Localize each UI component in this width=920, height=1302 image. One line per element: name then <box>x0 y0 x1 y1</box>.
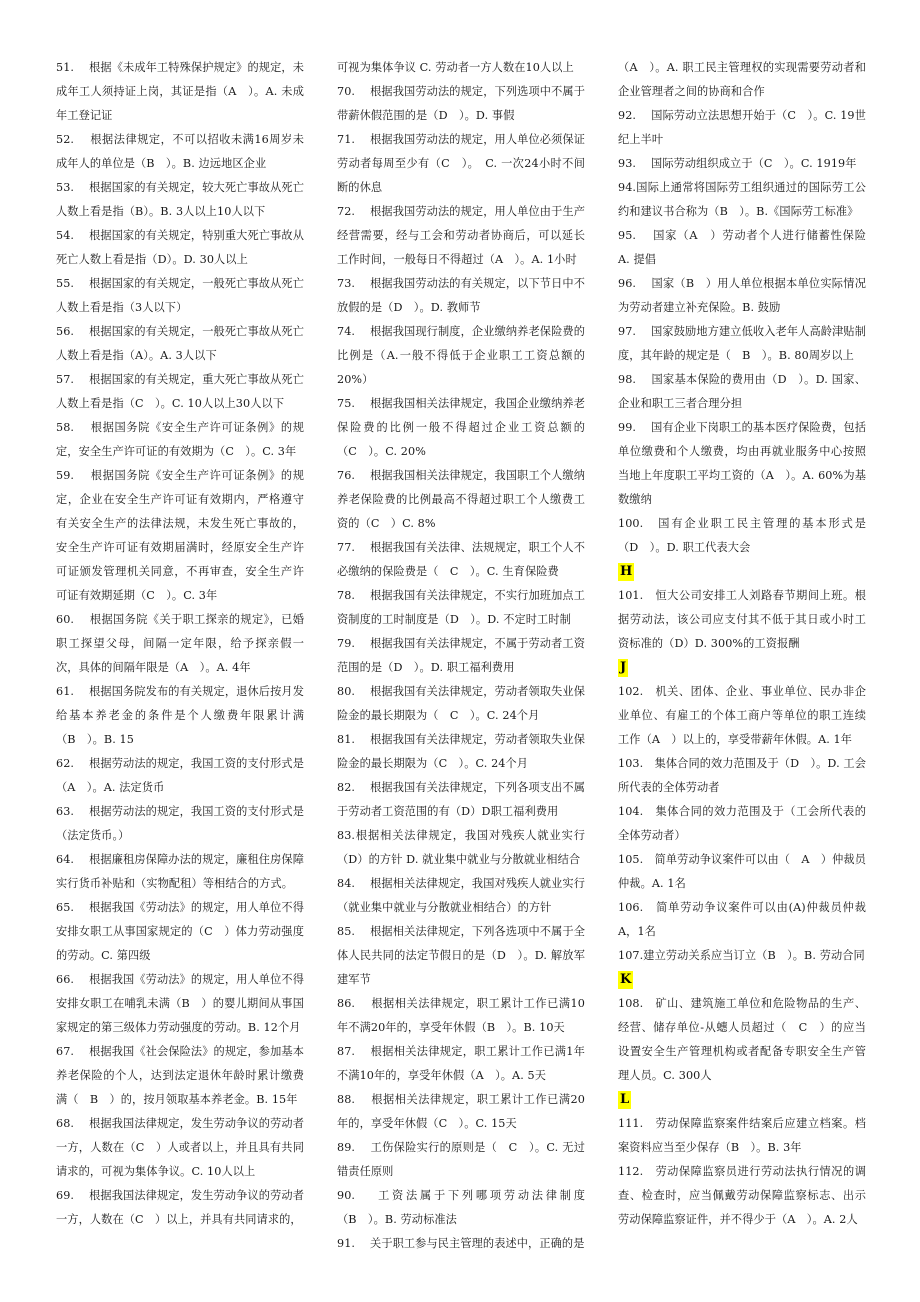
question-87: 87. 根据相关法律规定，职工累计工作已满1年不满10年的，享受年休假（A ）。A. 5天 <box>337 1045 585 1082</box>
question-64: 64. 根据廉租房保障办法的规定，廉租住房保障实行货币补贴和（实物配租）等相结合的方式。 <box>56 853 304 890</box>
question-85: 85. 根据相关法律规定，下列各选项中不属于全体人民共同的法定节假日的是（D ）。D. 解放军建军节 <box>337 925 585 986</box>
question-90: 90. 工资法属于下列哪项劳动法律制度（B ）。B. 劳动标准法 <box>337 1189 585 1226</box>
question-51: 51. 根据《未成年工特殊保护规定》的规定，未成年工人须持证上岗，其证是指（A ）。A. 未成年工登记证 <box>56 61 304 122</box>
question-88: 88. 根据相关法律规定，职工累计工作已满20年的，享受年休假（C ）。C. 15天 <box>337 1093 585 1130</box>
question-105: 105. 简单劳动争议案件可以由（ A ）仲裁员仲裁。A. 1名 <box>618 853 866 890</box>
question-66: 66. 根据我国《劳动法》的规定，用人单位不得安排女职工在哺乳未满（B ）的婴儿期间从事国家规定的第三级体力劳动强度的劳动。B. 12个月 <box>56 973 304 1034</box>
question-78: 78. 根据我国有关法律规定，不实行加班加点工资制度的工时制度是（D ）。D. 不定时工时制 <box>337 589 585 626</box>
question-94: 94.国际上通常将国际劳工组织通过的国际劳工公约和建议书合称为（B ）。B.《国际劳工标准》 <box>618 181 866 218</box>
question-91-continued: （A ）。A. 职工民主管理权的实现需要劳动者和企业管理者之间的协商和合作 <box>618 61 866 98</box>
question-102: 102. 机关、团体、企业、事业单位、民办非企业单位、有雇工的个体工商户等单位的职工连续工作（A ）以上的，享受带薪年休假。A. 1年 <box>618 685 866 746</box>
question-100: 100. 国有企业职工民主管理的基本形式是（D ）。D. 职工代表大会 <box>618 517 866 554</box>
question-112: 112. 劳动保障监察员进行劳动法执行情况的调查、检查时，应当佩戴劳动保障监察标志、出示劳动保障监察证件，并不得少于（A ）。A. 2人 <box>618 1165 866 1226</box>
question-63: 63. 根据劳动法的规定，我国工资的支付形式是（法定货币。） <box>56 805 304 842</box>
question-95: 95. 国家（A ）劳动者个人进行储蓄性保险 A. 提倡 <box>618 229 878 266</box>
question-59: 59. 根据国务院《安全生产许可证条例》的规定，企业在安全生产许可证有效期内，严格遵守有关安全生产的法律法规，未发生死亡事故的，安全生产许可证有效期届满时，经原安全生产许可证颁发管理机关同意，不再审查，安全生产许可证有效期延期（C ）。C. 3年 <box>56 469 304 602</box>
question-76: 76. 根据我国相关法律规定，我国职工个人缴纳养老保险费的比例最高不得超过职工个人缴费工资的（C ）C. 8% <box>337 469 585 530</box>
column-2 <box>337 56 585 1256</box>
question-69: 69. 根据我国法律规定，发生劳动争议的劳动者一方，人数在（C ）以上，并具有共同请求的， <box>56 1189 304 1226</box>
question-82: 82. 根据我国有关法律规定，下列各项支出不属于劳动者工资范围的有（D）D职工福利费用 <box>337 781 585 818</box>
question-56: 56. 根据国家的有关规定，一般死亡事故从死亡人数上看是指（A）。A. 3人以下 <box>56 325 304 362</box>
question-106: 106. 简单劳动争议案件可以由(A)仲裁员仲裁A，1名 <box>618 901 866 938</box>
question-62: 62. 根据劳动法的规定，我国工资的支付形式是（A ）。A. 法定货币 <box>56 757 304 794</box>
question-60: 60. 根据国务院《关于职工探亲的规定》，已婚职工探望父母，间隔一定年限，给予探亲假一次，具体的间隔年限是（A ）。A. 4年 <box>56 613 304 674</box>
question-69-continued: 可视为集体争议 C. 劳动者一方人数在10人以上 <box>337 61 574 74</box>
question-70: 70. 根据我国劳动法的规定，下列选项中不属于带薪休假范围的是（D ）。D. 事假 <box>337 85 585 122</box>
question-107: 107.建立劳动关系应当订立（B ）。B. 劳动合同 <box>618 949 865 962</box>
question-84: 84. 根据相关法律规定，我国对残疾人就业实行（就业集中就业与分散就业相结合）的方针 <box>337 877 585 914</box>
question-71: 71. 根据我国劳动法的规定，用人单位必须保证劳动者每周至少有（C ）。 C. 一次24小时不间断的休息 <box>337 133 585 194</box>
question-52: 52. 根据法律规定，不可以招收未满16周岁未成年人的单位是（B ）。B. 边远地区企业 <box>56 133 304 170</box>
question-57: 57. 根据国家的有关规定，重大死亡事故从死亡人数上看是指（C ）。C. 10人以上30人以下 <box>56 373 304 410</box>
question-93: 93. 国际劳动组织成立于（C ）。C. 1919年 <box>618 157 857 170</box>
question-72: 72. 根据我国劳动法的规定，用人单位由于生产经营需要，经与工会和劳动者协商后，可以延长工作时间，一般每日不得超过（A ）。A. 1小时 <box>337 205 585 266</box>
question-89: 89. 工伤保险实行的原则是（ C ）。C. 无过错责任原则 <box>337 1141 585 1178</box>
section-letter-k: K <box>620 972 632 987</box>
question-81: 81. 根据我国有关法律规定，劳动者领取失业保险金的最长期限为（C ）。C. 24个月 <box>337 733 585 770</box>
question-53: 53. 根据国家的有关规定，较大死亡事故从死亡人数上看是指（B）。B. 3人以上10人以下 <box>56 181 304 218</box>
question-99: 99. 国有企业下岗职工的基本医疗保险费，包括单位缴费和个人缴费，均由再就业服务中心按照当地上年度职工平均工资的（A ）。A. 60%为基数缴纳 <box>618 421 866 506</box>
column-3 <box>618 56 878 1232</box>
question-54: 54. 根据国家的有关规定，特别重大死亡事故从死亡人数上看是指（D）。D. 30人以上 <box>56 229 304 266</box>
question-83: 83.根据相关法律规定，我国对残疾人就业实行（D）的方针 D. 就业集中就业与分散就业相结合 <box>337 829 585 866</box>
question-91: 91. 关于职工参与民主管理的表述中，正确的是 <box>337 1237 585 1250</box>
question-61: 61. 根据国务院发布的有关规定，退休后按月发给基本养老金的条件是个人缴费年限累计满（B ）。B. 15 <box>56 685 304 746</box>
question-65: 65. 根据我国《劳动法》的规定，用人单位不得安排女职工从事国家规定的（C ）体力劳动强度的劳动。C. 第四级 <box>56 901 304 962</box>
question-55: 55. 根据国家的有关规定，一般死亡事故从死亡人数上看是指（3人以下） <box>56 277 304 314</box>
question-75: 75. 根据我国相关法律规定，我国企业缴纳养老保险费的比例一般不得超过企业工资总额的（C ）。C. 20% <box>337 397 585 458</box>
question-103: 103. 集体合同的效力范围及于（D ）。D. 工会所代表的全体劳动者 <box>618 757 866 794</box>
question-67: 67. 根据我国《社会保险法》的规定，参加基本养老保险的个人，达到法定退休年龄时累计缴费满（ B ）的，按月领取基本养老金。B. 15年 <box>56 1045 304 1106</box>
section-letter-j: J <box>620 660 627 675</box>
section-letter-h: H <box>620 564 633 579</box>
section-letter-l: L <box>620 1092 630 1107</box>
question-104: 104. 集体合同的效力范围及于（工会所代表的全体劳动者） <box>618 805 866 842</box>
question-92: 92. 国际劳动立法思想开始于（C ）。C. 19世纪上半叶 <box>618 109 866 146</box>
question-97: 97. 国家鼓励地方建立低收入老年人高龄津贴制度，其年龄的规定是（ B ）。B. 80周岁以上 <box>618 325 866 362</box>
question-96: 96. 国家（B ）用人单位根据本单位实际情况为劳动者建立补充保险。B. 鼓励 <box>618 277 866 314</box>
question-58: 58. 根据国务院《安全生产许可证条例》的规定，安全生产许可证的有效期为（C ）。C. 3年 <box>56 421 304 458</box>
question-79: 79. 根据我国有关法律规定，不属于劳动者工资范围的是（D ）。D. 职工福利费用 <box>337 637 585 674</box>
column-1 <box>56 56 304 1232</box>
question-101: 101. 恒大公司安排工人刘路春节期间上班。根据劳动法，该公司应支付其不低于其日或小时工资标准的（D）D. 300%的工资报酬 <box>618 589 866 650</box>
question-74: 74. 根据我国现行制度，企业缴纳养老保险费的比例是（A.一般不得低于企业职工工资总额的20%） <box>337 325 585 386</box>
question-77: 77. 根据我国有关法律、法规规定，职工个人不必缴纳的保险费是（ C ）。C. 生育保险费 <box>337 541 585 578</box>
question-68: 68. 根据我国法律规定，发生劳动争议的劳动者一方，人数在（C ）人或者以上，并且具有共同请求的，可视为集体争议。C. 10人以上 <box>56 1117 304 1178</box>
question-80: 80. 根据我国有关法律规定，劳动者领取失业保险金的最长期限为（ C ）。C. 24个月 <box>337 685 585 722</box>
question-108: 108. 矿山、建筑施工单位和危险物品的生产、经营、储存单位-从蟪人员超过（ C ）的应当设置安全生产管理机构或者配备专职安全生产管理人员。C. 300人 <box>618 997 866 1082</box>
question-98: 98. 国家基本保险的费用由（D ）。D. 国家、企业和职工三者合理分担 <box>618 373 866 410</box>
question-73: 73. 根据我国劳动法的有关规定，以下节日中不放假的是（D ）。D. 教师节 <box>337 277 585 314</box>
question-111: 111. 劳动保障监察案件结案后应建立档案。档案资料应当至少保存（B ）。B. 3年 <box>618 1117 866 1154</box>
question-86: 86. 根据相关法律规定，职工累计工作已满10年不满20年的，享受年休假（B ）。B. 10天 <box>337 997 585 1034</box>
